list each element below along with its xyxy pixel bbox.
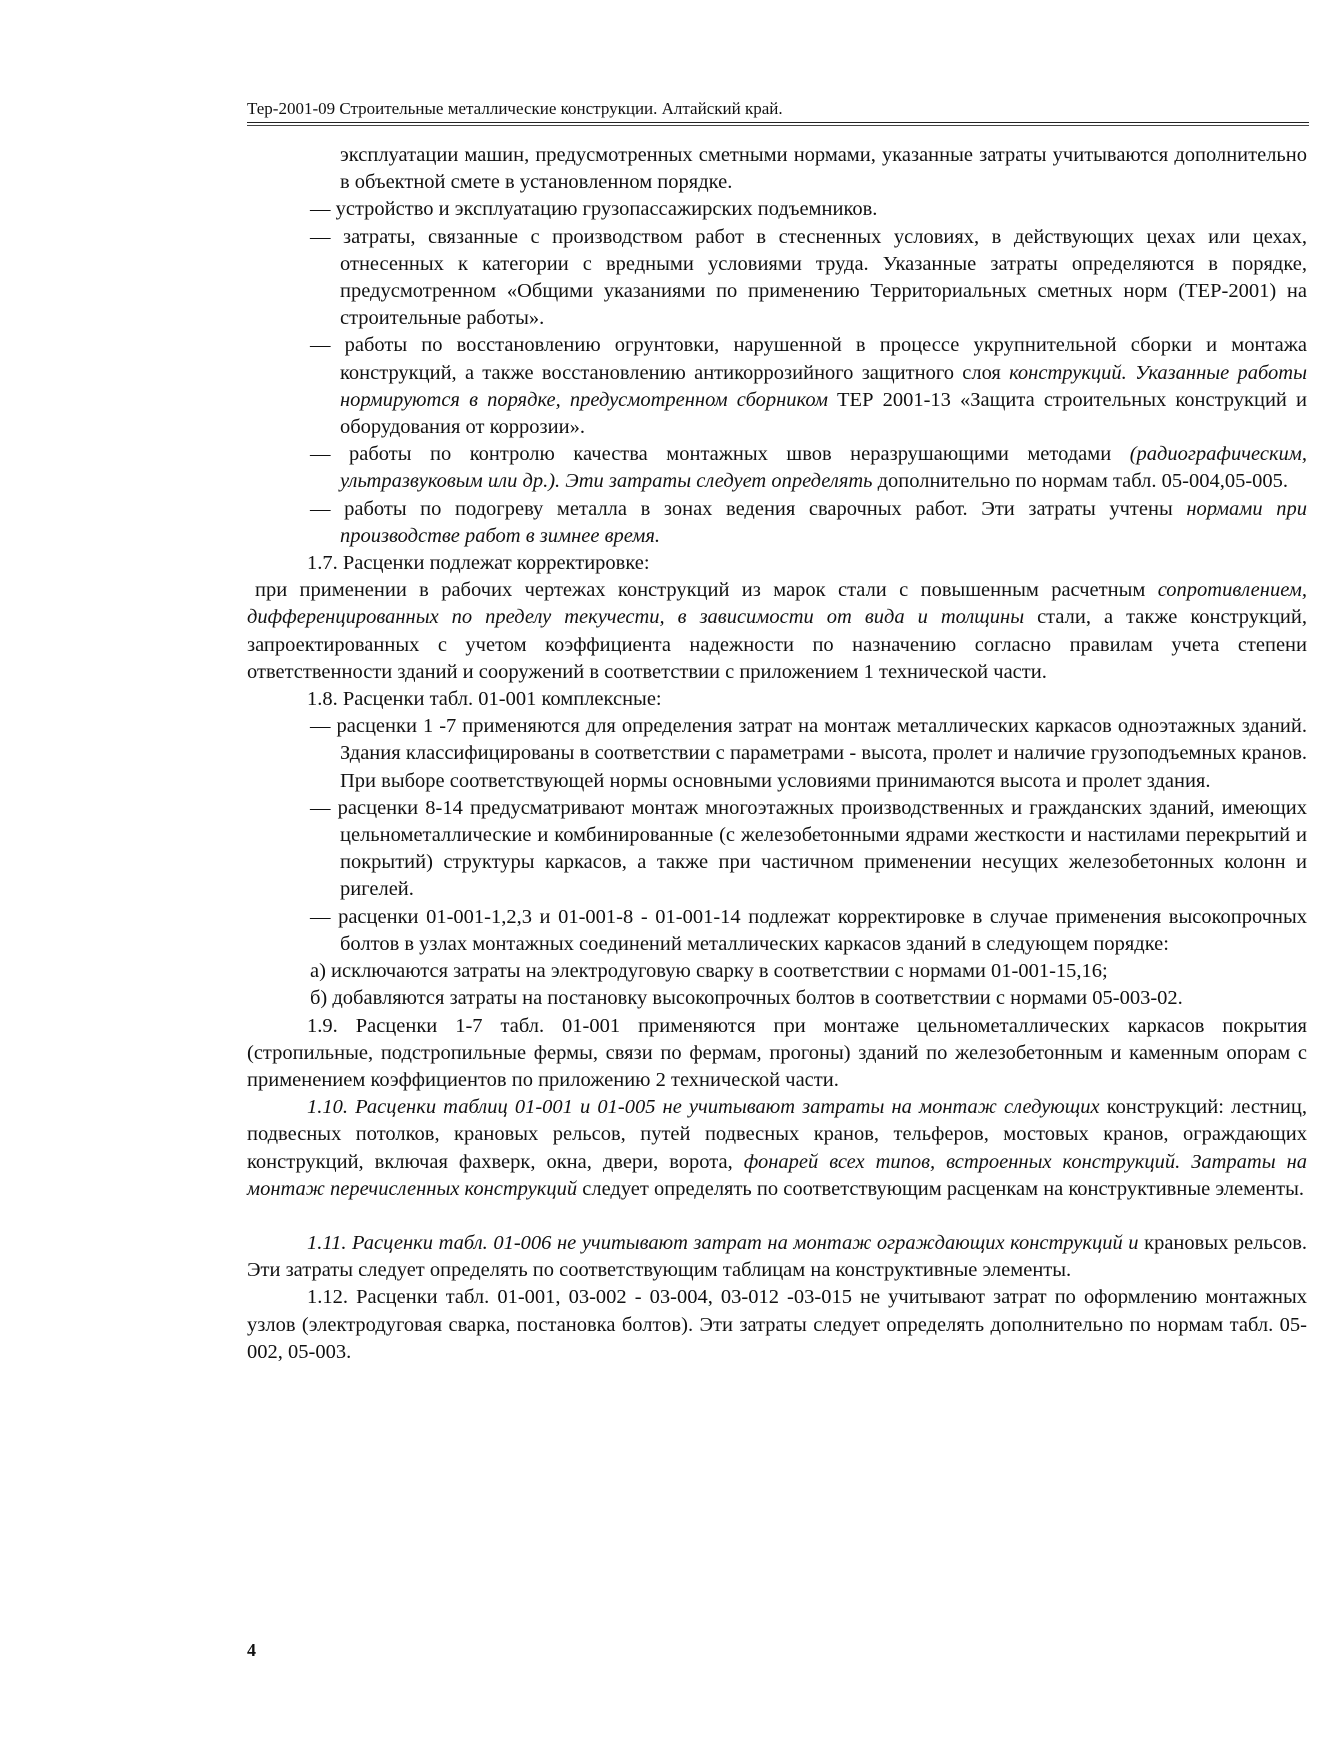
header-rule-secondary	[247, 125, 1309, 126]
text-run: при применении в рабочих чертежах конструкций из марок стали с повышенным расчетным	[255, 579, 1158, 602]
paragraph-steel-grades	[247, 577, 1307, 686]
list-item-lifts: — устройство и эксплуатацию грузопассажирских подъемников.	[310, 198, 878, 221]
italic-run: конструкций. Указанные работы нормируются в порядке, предусмотренном сборником	[340, 361, 1307, 411]
sub-item-b: б) добавляются затраты на постановку высокопрочных болтов в соответствии с нормами 05-003-02.	[310, 987, 1183, 1010]
text-run: крановых рельсов. Эти затраты следует определять по соответствующим таблицам на конструктивные элементы.	[247, 1231, 1307, 1282]
text-run: следует определять по соответствующим расценкам на конструктивные элементы.	[577, 1177, 1304, 1200]
paragraph-continuation: эксплуатации машин, предусмотренных сметными нормами, указанные затраты учитываются дополнительно в объектной смете в установленном порядке.	[340, 144, 1307, 194]
italic-run: 1.11. Расценки табл. 01-006 не учитывают затрат на монтаж ограждающих конструкций и	[307, 1231, 1139, 1254]
paragraph-gap	[247, 1203, 1307, 1230]
text-run: — работы по восстановлению огрунтовки, нарушенной в процессе укрупнительной сборки и монтажа конструкций, а также восстановлению антикоррозийного защитного слоя	[310, 334, 1307, 384]
list-item-weld-inspection	[247, 441, 1307, 495]
list-item-metal-heating	[247, 496, 1307, 550]
text-run: дополнительно по нормам табл. 05-004,05-005.	[872, 470, 1289, 493]
list-item-rates-8-14: — расценки 8-14 предусматривают монтаж многоэтажных производственных и гражданских зданий, имеющих цельнометаллические и комбинированные (с железобетонными ядрами жесткости и настилами перекрытий и покрытий) структуры каркасов, а также при частичном применении несущих железобетонных колонн и ригелей.	[310, 796, 1307, 901]
running-header: Тер-2001-09 Строительные металлические конструкции. Алтайский край.	[247, 99, 783, 118]
header-rule	[247, 122, 1309, 123]
italic-run: сопротивлением, дифференцированных по пределу текучести, в зависимости от вида и толщины	[247, 579, 1307, 629]
text-run: — работы по контролю качества монтажных швов неразрушающими методами	[310, 443, 1130, 466]
text-run: стали, а также конструкций, запроектированных с учетом коэффициента надежности по назначению согласно правилам учета степени ответственности зданий и сооружений в соответствии с приложением 1 технической части.	[247, 606, 1307, 683]
text-run: ТЕР 2001-13 «Защита строительных конструкций и оборудования от коррозии».	[340, 388, 1307, 439]
italic-run: 1.10. Расценки таблиц 01-001 и 01-005 не учитывают затраты на монтаж следующих	[307, 1096, 1100, 1119]
document-body	[247, 142, 1307, 1366]
section-1-10	[247, 1094, 1307, 1203]
list-item-cramped-conditions: — затраты, связанные с производством работ в стесненных условиях, в действующих цехах или цехах, отнесенных к категории с вредными условиями труда. Указанные затраты определяются в порядке, предусмотренном «Общими указаниями по применению Территориальных сметных норм (ТЕР-2001) на строительные работы».	[310, 225, 1307, 330]
text-run: — работы по подогреву металла в зонах ведения сварочных работ. Эти затраты учтены	[310, 497, 1187, 520]
list-item-primer-restoration	[247, 332, 1307, 441]
italic-run: фонарей всех типов, встроенных конструкций. Затраты на монтаж перечисленных конструкций	[247, 1150, 1307, 1200]
section-1-8: 1.8. Расценки табл. 01-001 комплексные:	[307, 688, 662, 711]
section-1-9: 1.9. Расценки 1-7 табл. 01-001 применяются при монтаже цельнометаллических каркасов покрытия (стропильные, подстропильные фермы, связи по фермам, прогоны) зданий по железобетонным и каменным опорам с применением коэффициентов по приложению 2 технической части.	[247, 1014, 1307, 1091]
list-item-rates-1-7: — расценки 1 -7 применяются для определения затрат на монтаж металлических каркасов одноэтажных зданий. Здания классифицированы в соответствии с параметрами - высота, пролет и наличие грузоподъемных кранов. При выборе соответствующей нормы основными условиями принимаются высота и пролет здания.	[310, 715, 1307, 792]
italic-run: (радиографическим, ультразвуковым или др.). Эти затраты следует определять	[340, 443, 1307, 493]
section-1-11	[247, 1230, 1307, 1284]
text-run: конструкций: лестниц, подвесных потолков, крановых рельсов, путей подвесных кранов, тельферов, мостовых кранов, ограждающих конструкций, включая фахверк, окна, двери, ворота,	[247, 1096, 1307, 1173]
section-1-7: 1.7. Расценки подлежат корректировке:	[307, 552, 650, 575]
list-item-rates-correction: — расценки 01-001-1,2,3 и 01-001-8 - 01-001-14 подлежат корректировке в случае применения высокопрочных болтов в узлах монтажных соединений металлических каркасов зданий в следующем порядке:	[310, 905, 1307, 955]
sub-item-a: а) исключаются затраты на электродуговую сварку в соответствии с нормами 01-001-15,16;	[310, 960, 1108, 983]
page-number: 4	[247, 1640, 256, 1660]
italic-run: нормами при производстве работ в зимнее время.	[340, 497, 1307, 547]
section-1-12: 1.12. Расценки табл. 01-001, 03-002 - 03-004, 03-012 -03-015 не учитывают затрат по оформлению монтажных узлов (электродуговая сварка, постановка болтов). Эти затраты следует определять дополнительно по нормам табл. 05-002, 05-003.	[247, 1286, 1307, 1363]
